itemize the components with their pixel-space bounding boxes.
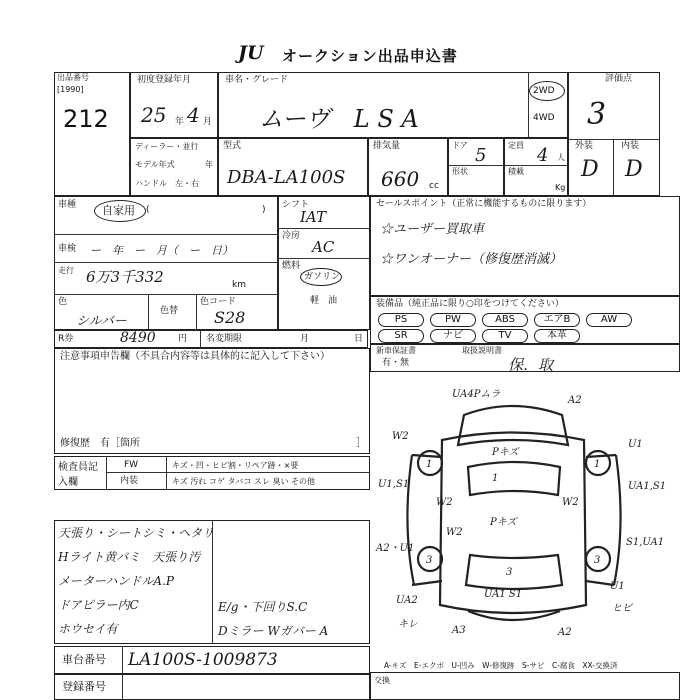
diagram-mark: W2 (446, 527, 463, 538)
chassis-label: 車台番号 (62, 653, 106, 666)
ac-value: AC (312, 238, 335, 256)
name-change-day: 日 (354, 334, 364, 344)
eval-split (613, 139, 614, 195)
month-unit: 月 (203, 117, 213, 127)
diagram-mark: U1,S1 (378, 479, 410, 490)
color-code-value: S28 (214, 308, 246, 327)
diagram-mark: 1 (426, 459, 433, 470)
doors-divider (449, 165, 503, 166)
diagram-mark: 3 (594, 555, 601, 566)
body-line-1 (54, 234, 278, 235)
sales-point-label: セールスポイント（正常に機能するものに限ります） (376, 199, 592, 209)
displacement-unit: cc (429, 181, 439, 191)
eval-divider (569, 139, 659, 140)
diagram-mark: Pキズ (492, 447, 519, 458)
recycle-unit: 円 (178, 334, 188, 344)
diagram-mark: Pキズ (490, 517, 517, 528)
shift-label: シフト (282, 200, 310, 210)
capacity-box (504, 138, 568, 196)
capacity-unit: 人 (557, 153, 565, 162)
inspection-label: 車検 (58, 244, 77, 254)
usage-value: 自家用 (102, 204, 135, 217)
handwritten-note: Dミラー Wガバー A (218, 624, 329, 638)
first-reg-month: 4 (187, 103, 200, 127)
shift-value: IAT (300, 208, 326, 226)
dealer-box (130, 138, 218, 196)
equipment-item: TV (482, 329, 528, 343)
handwritten-note: メーターハンドルA.P (58, 574, 174, 588)
inspector-label: 検査員記入欄 (58, 462, 98, 488)
equipment-item: PW (430, 313, 476, 327)
lot-box (54, 72, 130, 196)
handwritten-note: Hライト黄バミ 天張り汚 (58, 550, 201, 564)
loading-label: 積載 (508, 167, 524, 176)
legend-text: A-キズ E-エクボ U-凹み W-修復跡 S-サビ C-腐食 XX-交換済 (384, 661, 618, 670)
fw-label: FW (124, 460, 139, 470)
usage-paren-close: ) (262, 205, 266, 215)
warranty-value: 有・無 (382, 358, 410, 368)
first-reg-label: 初度登録年月 (137, 75, 192, 85)
car-rear-window (466, 555, 562, 589)
car-name-value: ムーヴ L S A (259, 105, 419, 133)
fuel-label: 燃料 (282, 261, 301, 271)
inspector-split-1 (106, 456, 107, 490)
car-left-side (407, 455, 414, 585)
diagram-mark: UA4Pムラ (452, 389, 501, 400)
diagram-mark: 1 (492, 473, 499, 484)
fw-desc: キズ・凹・ヒビ割・リペア跡・×要 (172, 461, 299, 470)
car-damage-diagram (372, 385, 672, 645)
exterior-value: D (581, 157, 599, 182)
diagram-mark: W2 (392, 431, 409, 442)
equipment-label: 装備品（純正品に限り○印をつけてください） (376, 299, 564, 309)
displacement-label: 排気量 (373, 141, 401, 151)
handle-label: ハンドル 左・右 (135, 179, 199, 188)
type-label: 型式 (223, 141, 242, 151)
diagram-mark: A3 (452, 625, 466, 636)
recycle-split (200, 330, 201, 348)
diagram-mark: U1 (628, 439, 643, 450)
model-year-unit: 年 (205, 160, 213, 169)
registration-label: 登録番号 (62, 680, 106, 693)
diagram-mark: 1 (594, 459, 601, 470)
name-change-month: 月 (300, 334, 310, 344)
type-box (218, 138, 368, 196)
usage-label: 車種 (58, 200, 77, 210)
lot-code-label: 出品番号 (57, 73, 89, 82)
year-unit: 年 (175, 117, 185, 127)
inspector-split-2 (166, 456, 167, 490)
sales-point-box (370, 196, 680, 296)
diagram-mark: 3 (506, 567, 513, 578)
sales-line-2: ☆ワンオーナー（修復歴消滅） (380, 252, 563, 267)
color-code-label: 色コード (200, 297, 237, 307)
equipment-item: ABS (482, 313, 528, 327)
doors-box (448, 138, 504, 196)
manual-label: 取扱説明書 (462, 346, 502, 355)
first-reg-year: 25 (141, 103, 167, 127)
shape-label: 形状 (452, 167, 468, 176)
warranty-label: 新車保証書 (376, 346, 416, 355)
color-no-label: 色替 (160, 306, 179, 316)
diagram-mark: キレ (398, 619, 418, 630)
sales-line-1: ☆ユーザー買取車 (380, 222, 485, 237)
form-title: オークション出品申込書 (282, 47, 458, 65)
handwritten-note: ホウセイ有 (58, 622, 118, 636)
usage-paren: ( (146, 205, 150, 215)
equipment-item: PS (378, 313, 424, 327)
interior-value: D (625, 157, 643, 182)
interior-row-label: 内装 (120, 476, 139, 486)
exterior-label: 外装 (575, 141, 594, 151)
mileage-unit: km (232, 280, 246, 290)
dealer-label: ディーラー・並行 (135, 142, 199, 151)
drive-2wd: 2WD (533, 86, 555, 96)
inspector-mid (106, 472, 370, 473)
handwritten-note: 天張り・シートシミ・ヘタリ (58, 526, 215, 540)
diagram-mark: A2・U1 (376, 543, 415, 554)
manual-value: 保．取 (508, 356, 554, 374)
displacement-box (368, 138, 448, 196)
displacement-value: 660 (381, 167, 420, 191)
ju-logo: JU (238, 42, 264, 64)
lot-code-number: 1990 (60, 85, 81, 94)
body-line-3 (54, 294, 278, 295)
diagram-mark: S1,UA1 (626, 537, 665, 548)
drive-divider (528, 72, 529, 138)
diagram-mark: UA2 (396, 595, 418, 606)
legend-sub: 交換 (374, 676, 390, 685)
repair-end: ］ (356, 438, 366, 449)
shift-line-2 (278, 258, 370, 259)
repair-label: 修復歴 有［箇所 (60, 438, 140, 449)
mileage-label: 走行 (58, 266, 74, 275)
car-right-side (614, 455, 621, 585)
equipment-item: SR (378, 329, 424, 343)
diagram-mark: A2 (558, 627, 572, 638)
shift-line-1 (278, 228, 370, 229)
legend-table (370, 672, 680, 700)
first-reg-box (130, 72, 218, 138)
capacity-value: 4 (537, 145, 549, 166)
diagram-mark: ヒビ (612, 603, 632, 614)
color-label: 色 (58, 297, 68, 307)
ac-label: 冷房 (282, 231, 301, 241)
capacity-divider (505, 165, 567, 166)
diagram-mark: W2 (436, 497, 453, 508)
mileage-value: 6万3千332 (86, 268, 164, 286)
handwritten-note: ドアピラー内C (58, 598, 139, 612)
recycle-label: R券 (58, 334, 74, 344)
capacity-label: 定員 (508, 141, 524, 150)
car-name-box (218, 72, 568, 138)
loading-unit: Kg (555, 183, 566, 192)
inspection-value: ー 年 ー 月（ ー 日） (90, 244, 233, 257)
chassis-value: LA100S-1009873 (128, 650, 278, 670)
name-change-label: 名変期限 (206, 334, 243, 344)
diagram-mark: 3 (426, 555, 433, 566)
car-name-label: 車名・グレード (225, 75, 289, 85)
car-hood (458, 406, 568, 445)
equipment-item: エアB (534, 313, 580, 327)
handwritten-note: E/g・下回りS.C (218, 600, 308, 614)
doors-value: 5 (475, 145, 487, 166)
color-split-1 (148, 294, 149, 330)
diagram-mark: UA1 S1 (484, 589, 523, 600)
equipment-item: ナビ (430, 329, 476, 343)
eval-score: 3 (587, 97, 607, 132)
recycle-value: 8490 (120, 330, 156, 346)
eval-label: 評価点 (605, 74, 633, 84)
notes-label: 注意事項申告欄（不具合内容等は具体的に記入して下さい） (60, 351, 330, 362)
color-split-2 (196, 294, 197, 330)
fuel-value: ガソリン (304, 272, 341, 282)
diagram-mark: U1 (610, 581, 625, 592)
lot-code-value: [1990] (57, 85, 84, 94)
diagram-mark: UA1,S1 (628, 481, 667, 492)
color-value: シルバー (76, 314, 127, 329)
interior-desc: キズ 汚れ コゲ タバコ スレ 臭い その他 (172, 477, 316, 486)
diagram-mark: A2 (568, 395, 582, 406)
equipment-item: 本革 (534, 329, 580, 343)
model-year-label: モデル年式 (135, 160, 175, 169)
doors-label: ドア (452, 141, 468, 150)
diagram-mark: W2 (562, 497, 579, 508)
lot-number: 212 (63, 105, 109, 133)
body-line-2 (54, 262, 278, 263)
drive-4wd: 4WD (533, 113, 555, 123)
car-windshield (468, 462, 560, 495)
fuel-alt: 軽 油 (310, 296, 338, 306)
equipment-item: AW (586, 313, 632, 327)
interior-label: 内装 (621, 141, 640, 151)
type-value: DBA-LA100S (227, 167, 346, 188)
